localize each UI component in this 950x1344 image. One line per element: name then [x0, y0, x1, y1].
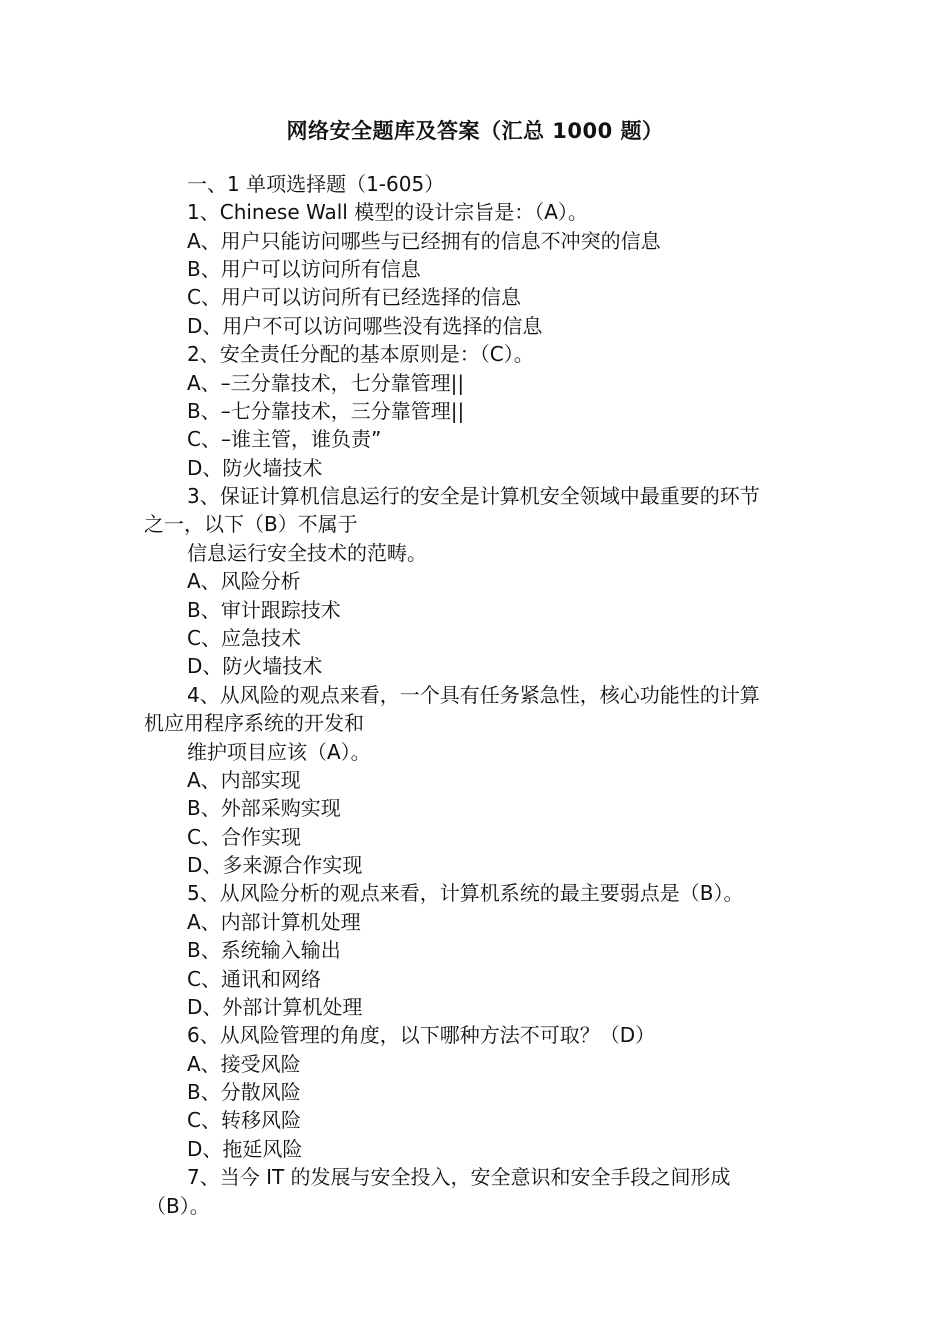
- q5-option-d: D、外部计算机处理: [187, 995, 363, 1019]
- question-4-continued: 维护项目应该（A）。: [187, 740, 371, 764]
- question-4-continued: 机应用程序系统的开发和: [144, 711, 364, 735]
- q4-option-b: B、外部采购实现: [187, 796, 341, 820]
- question-7-continued: （B）。: [146, 1194, 210, 1218]
- q6-option-a: A、接受风险: [187, 1052, 301, 1076]
- question-3: 3、保证计算机信息运行的安全是计算机安全领域中最重要的环节: [187, 484, 760, 508]
- q1-option-b: B、用户可以访问所有信息: [187, 257, 421, 281]
- question-5: 5、从风险分析的观点来看，计算机系统的最主要弱点是（B）。: [187, 881, 744, 905]
- section-heading: 一、1 单项选择题（1-605）: [187, 172, 445, 196]
- q3-option-b: B、审计跟踪技术: [187, 598, 341, 622]
- q4-option-c: C、合作实现: [187, 825, 301, 849]
- question-1: 1、Chinese Wall 模型的设计宗旨是：（A）。: [187, 200, 588, 224]
- q6-option-c: C、转移风险: [187, 1108, 301, 1132]
- question-2: 2、安全责任分配的基本原则是：（C）。: [187, 342, 534, 366]
- q2-option-d: D、防火墙技术: [187, 456, 323, 480]
- q3-option-a: A、风险分析: [187, 569, 301, 593]
- q3-option-d: D、防火墙技术: [187, 654, 323, 678]
- q1-option-a: A、用户只能访问哪些与已经拥有的信息不冲突的信息: [187, 229, 661, 253]
- page-title: 网络安全题库及答案（汇总 1000 题）: [286, 119, 664, 143]
- q4-option-d: D、多来源合作实现: [187, 853, 363, 877]
- q2-option-c: C、–谁主管，谁负责”: [187, 427, 382, 451]
- q6-option-d: D、拖延风险: [187, 1137, 303, 1161]
- q4-option-a: A、内部实现: [187, 768, 301, 792]
- q5-option-c: C、通讯和网络: [187, 967, 321, 991]
- q2-option-b: B、–七分靠技术，三分靠管理||: [187, 399, 465, 423]
- question-4: 4、从风险的观点来看，一个具有任务紧急性，核心功能性的计算: [187, 683, 760, 707]
- q5-option-a: A、内部计算机处理: [187, 910, 361, 934]
- question-3-continued: 信息运行安全技术的范畴。: [187, 541, 427, 565]
- q1-option-c: C、用户可以访问所有已经选择的信息: [187, 285, 521, 309]
- question-3-continued: 之一，以下（B）不属于: [144, 512, 358, 536]
- q3-option-c: C、应急技术: [187, 626, 301, 650]
- q6-option-b: B、分散风险: [187, 1080, 301, 1104]
- question-7: 7、当今 IT 的发展与安全投入，安全意识和安全手段之间形成: [187, 1165, 731, 1189]
- question-6: 6、从风险管理的角度，以下哪种方法不可取？（D）: [187, 1023, 656, 1047]
- q2-option-a: A、–三分靠技术，七分靠管理||: [187, 371, 465, 395]
- q1-option-d: D、用户不可以访问哪些没有选择的信息: [187, 314, 543, 338]
- q5-option-b: B、系统输入输出: [187, 938, 341, 962]
